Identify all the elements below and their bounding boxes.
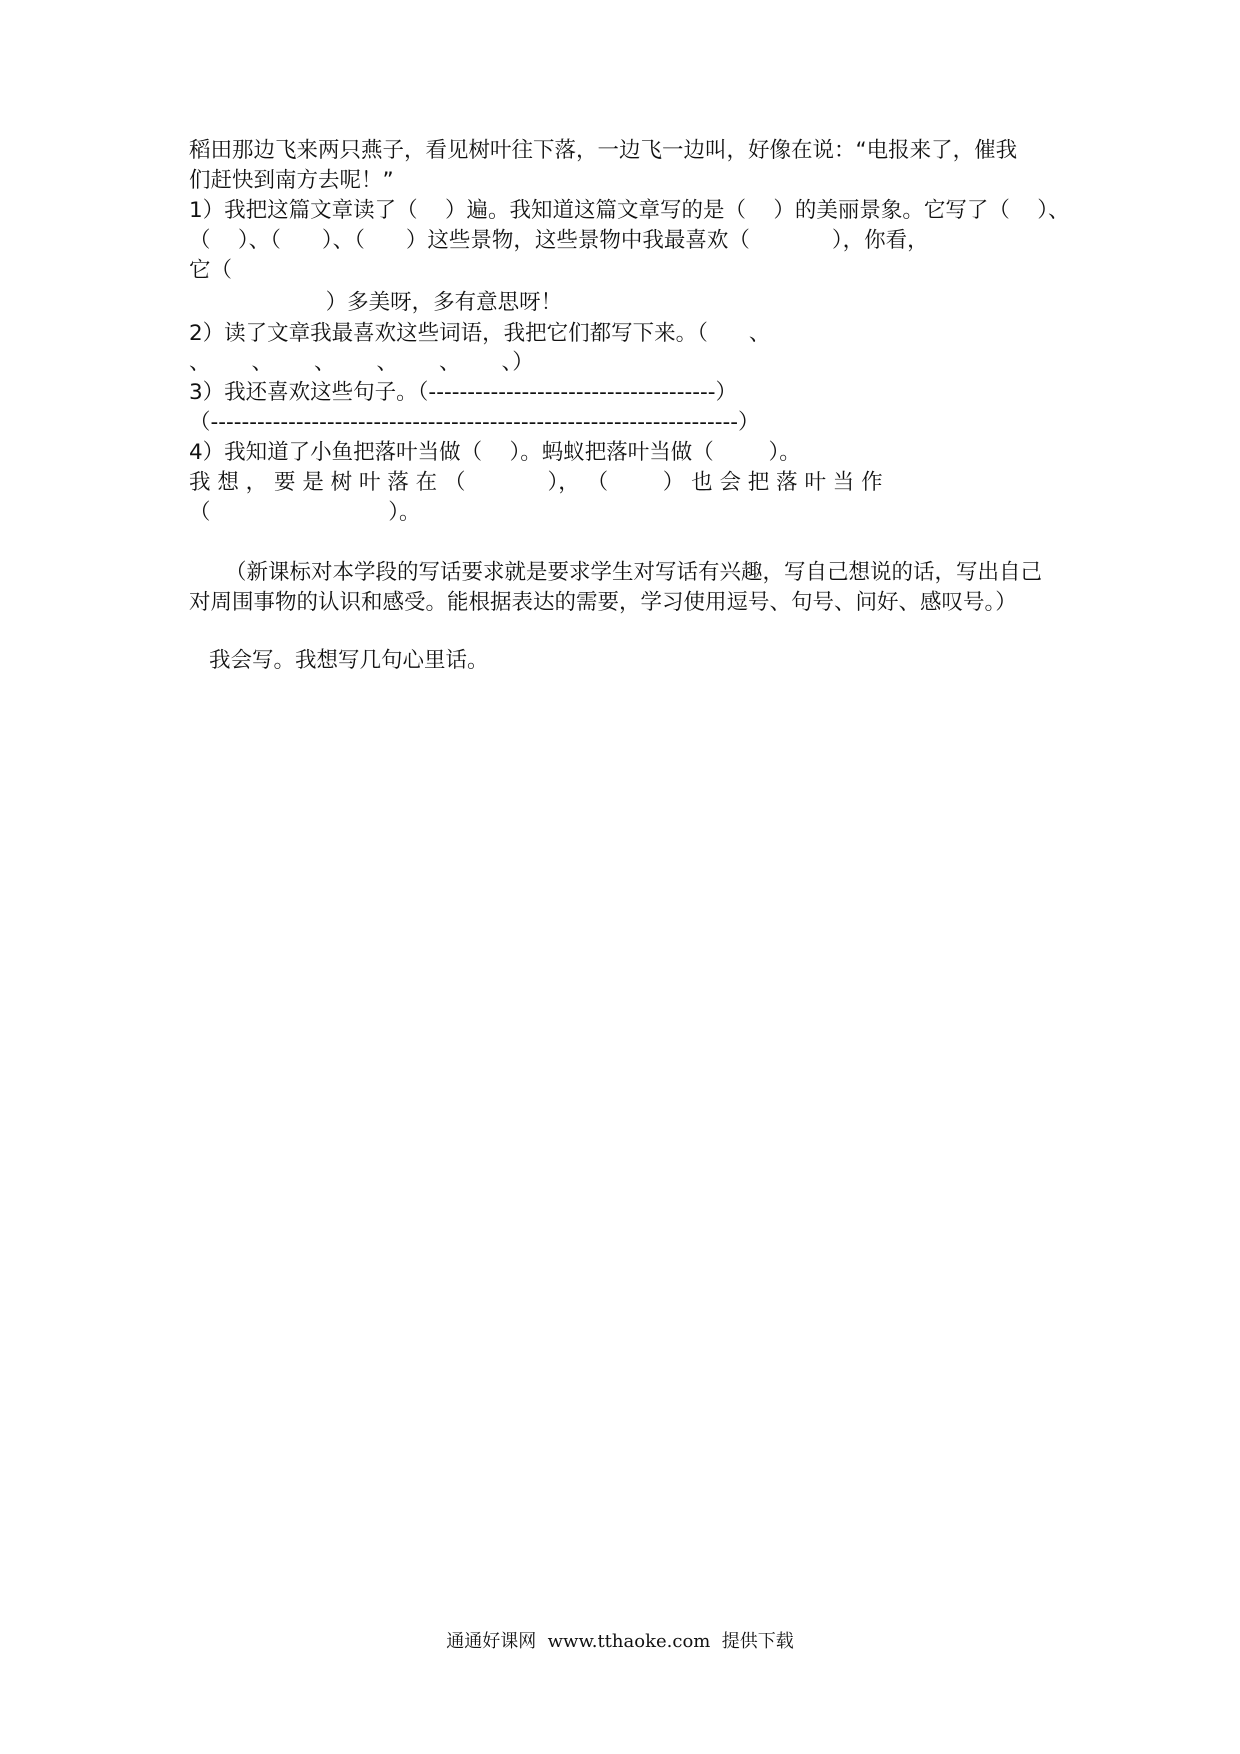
question-1-line-4: ）多美呀，多有意思呀！ [189, 290, 563, 315]
question-4-line-3: （ ）。 [189, 500, 421, 525]
passage-line-2: 们赶快到南方去呢！” [189, 168, 394, 193]
question-4-line-2: 我 想 ， 要 是 树 叶 落 在 （ ）， （ ） 也 会 把 落 叶 当 作 [189, 470, 883, 495]
question-1-line-3: 它（ [189, 258, 233, 283]
footer-credit: 通通好课网 www.tthaoke.com 提供下载 [446, 1631, 794, 1652]
question-3-line-1: 3）我还喜欢这些句子。（-------------------------------------） [189, 380, 737, 405]
question-2-line-1: 2）读了文章我最喜欢这些词语，我把它们都写下来。（ 、 [189, 321, 771, 346]
curriculum-note-line-2: 对周围事物的认识和感受。能根据表达的需要，学习使用逗号、句号、问好、感叹号。） [189, 590, 1017, 615]
question-1-line-2: （ ）、（ ）、（ ）这些景物，这些景物中我最喜欢（ ），你看， [189, 228, 929, 253]
writing-prompt: 我会写。我想写几句心里话。 [209, 648, 489, 673]
passage-line-1: 稻田那边飞来两只燕子，看见树叶往下落，一边飞一边叫，好像在说：“电报来了，催我 [189, 138, 1018, 163]
question-3-line-2: （--------------------------------------------------------------------） [189, 410, 760, 435]
question-1-line-1: 1）我把这篇文章读了（ ）遍。我知道这篇文章写的是（ ）的美丽景象。它写了（ ）、 [189, 198, 1070, 223]
question-2-line-2: 、 、 、 、 、 、） [189, 350, 534, 375]
curriculum-note-line-1: （新课标对本学段的写话要求就是要求学生对写话有兴趣，写自己想说的话，写出自己 [225, 560, 1043, 585]
question-4-line-1: 4）我知道了小鱼把落叶当做（ ）。蚂蚁把落叶当做（ ）。 [189, 440, 801, 465]
